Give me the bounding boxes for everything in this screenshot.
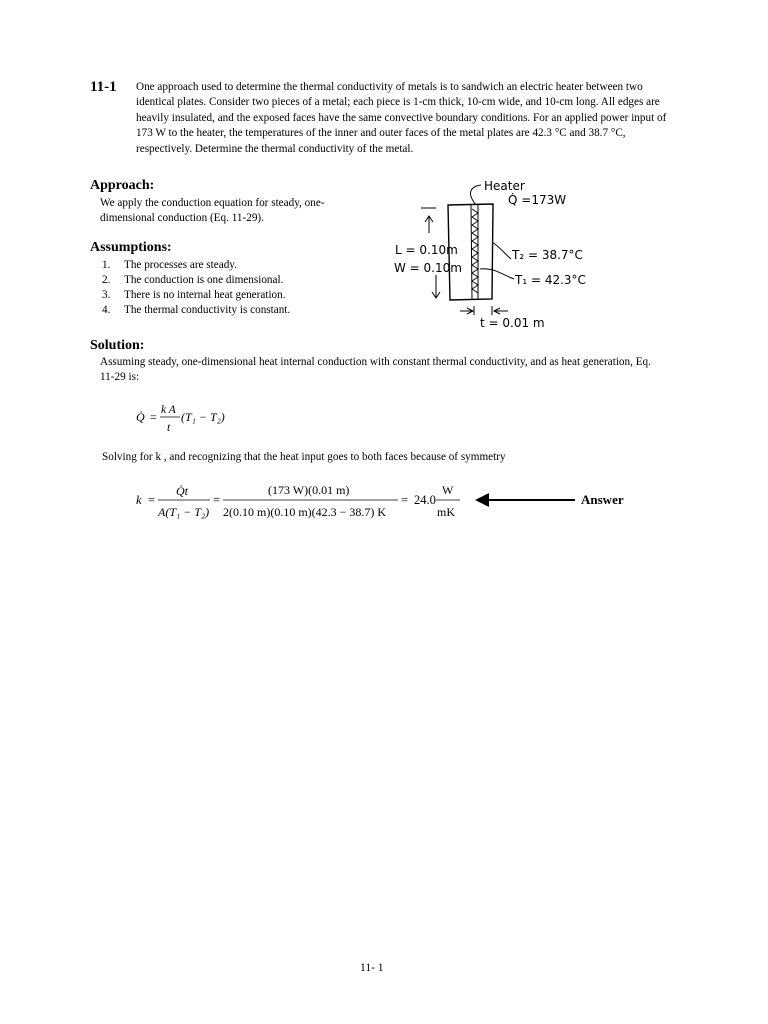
item-number: 1. bbox=[102, 259, 111, 271]
list-item bbox=[102, 258, 290, 273]
solving-text: Solving for k , and recognizing that the heat input goes to both faces because of symmetry bbox=[102, 451, 506, 463]
heater-label: Heater bbox=[484, 179, 525, 193]
list-item bbox=[102, 273, 290, 288]
q-label: Q̇ =173W bbox=[508, 193, 567, 207]
item-text: There is no internal heat generation. bbox=[124, 289, 286, 301]
page-number: 11- 1 bbox=[360, 962, 384, 974]
heater-layer-left bbox=[471, 205, 472, 299]
t2-pointer bbox=[492, 242, 511, 259]
item-number: 4. bbox=[102, 304, 111, 316]
eq1-numerator: k A bbox=[161, 404, 176, 416]
answer-arrow-icon bbox=[475, 490, 577, 510]
heater-pointer bbox=[471, 185, 481, 205]
solution-heading: Solution: bbox=[90, 338, 145, 353]
heater-plate-figure bbox=[388, 175, 588, 335]
assumptions-list bbox=[102, 258, 290, 318]
l-label: L = 0.10m bbox=[395, 243, 458, 257]
eq2-frac2-den: 2(0.10 m)(0.10 m)(42.3 − 38.7) K bbox=[223, 505, 387, 519]
eq2-equals-3: = bbox=[401, 493, 409, 507]
heater-element-zigzag bbox=[472, 209, 478, 293]
eq1-paren: (T₁ − T₂) bbox=[181, 410, 225, 424]
eq2-frac1-num: Q̇t bbox=[176, 484, 188, 498]
assumptions-heading: Assumptions: bbox=[90, 240, 172, 255]
equation-conduction bbox=[130, 398, 250, 438]
eq2-lhs: k bbox=[136, 493, 142, 507]
eq2-frac2-num: (173 W)(0.01 m) bbox=[268, 483, 350, 497]
eq2-equals-1: = bbox=[148, 493, 156, 507]
eq2-unit-den: mK bbox=[437, 505, 455, 519]
problem-statement: One approach used to determine the thermal conductivity of metals is to sandwich an electric heater between two identical plates. Consider two pieces of a metal; each piece is 1-cm thick, 10-cm wide, and 10-cm long. All edges are heavily insulated, and the exposed faces have the same convective boundary conditions. For an applied power input of 173 W to the heater, the temperatures of the inner and outer faces of the metal plates are 42.3 °C and 38.7 °C, respectively. Determine the thermal conductivity of the metal. bbox=[136, 81, 667, 155]
item-number: 2. bbox=[102, 274, 111, 286]
eq2-unit-num: W bbox=[442, 483, 454, 497]
t-label: t = 0.01 m bbox=[480, 316, 545, 330]
item-number: 3. bbox=[102, 289, 111, 301]
list-item bbox=[102, 288, 290, 303]
eq2-equals-2: = bbox=[213, 493, 221, 507]
approach-heading: Approach: bbox=[90, 178, 155, 193]
equation-solution bbox=[132, 480, 472, 524]
eq2-value: 24.0 bbox=[414, 493, 436, 507]
t1-label: T₁ = 42.3°C bbox=[515, 273, 586, 287]
eq1-lhs: Q̇ bbox=[136, 410, 145, 424]
answer-arrowhead bbox=[475, 493, 489, 507]
approach-text: We apply the conduction equation for steady, one-dimensional conduction (Eq. 11-29). bbox=[100, 197, 325, 224]
item-text: The conduction is one dimensional. bbox=[124, 274, 284, 286]
eq1-denominator: t bbox=[167, 422, 171, 434]
item-text: The processes are steady. bbox=[124, 259, 237, 271]
eq1-equals: = bbox=[150, 410, 157, 424]
t2-label: T₂ = 38.7°C bbox=[512, 248, 583, 262]
solution-text: Assuming steady, one-dimensional heat internal conduction with constant thermal conductivity, and as heat generation, Eq. 11-29 is: bbox=[100, 356, 651, 383]
problem-number: 11-1 bbox=[90, 79, 117, 95]
eq2-frac1-den: A(T₁ − T₂) bbox=[158, 505, 210, 519]
list-item bbox=[102, 303, 290, 318]
answer-label: Answer bbox=[581, 492, 624, 507]
item-text: The thermal conductivity is constant. bbox=[124, 304, 291, 316]
t1-pointer bbox=[480, 269, 514, 279]
w-label: W = 0.10m bbox=[394, 261, 462, 275]
